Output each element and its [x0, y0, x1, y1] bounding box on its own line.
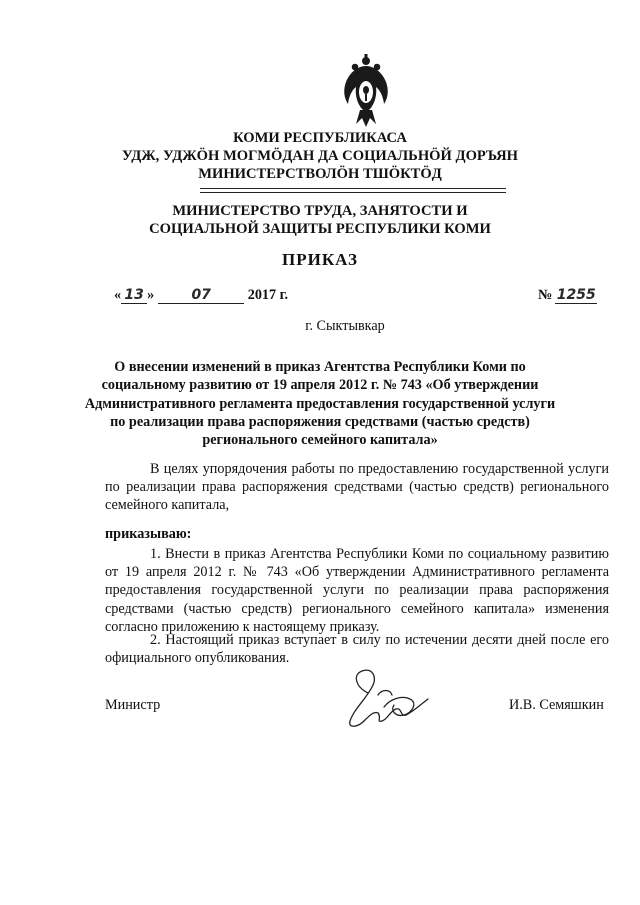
order-item-1: 1. Внести в приказ Агентства Республики Коми по социальному развитию от 19 апреля 2012 г. № 743 «Об утверждении Административного регламента предоставления государственной услуги по реализации права распоряжения средствами (частью средств) регионального семейного капитала» изменения согласно приложению к настоящему приказу. — [105, 546, 609, 635]
subject-line: Административного регламента предоставления государственной услуги — [84, 395, 556, 412]
coat-of-arms-emblem — [338, 52, 394, 128]
document-date — [114, 287, 288, 304]
document-number — [538, 287, 597, 304]
header-komi-line2: УДЖ, УДЖӦН МОГМӦДАН ДА СОЦИАЛЬНӦЙ ДОРЪЯН — [121, 148, 519, 164]
date-year: 2017 г. — [247, 287, 289, 303]
header-divider-bottom — [200, 192, 506, 193]
order-word: приказываю: — [105, 526, 192, 542]
subject-line: О внесении изменений в приказ Агентства Республики Коми по — [114, 359, 526, 375]
header-komi-line3: МИНИСТЕРСТВОЛӦН ТШӦКТӦД — [198, 166, 442, 182]
number-label: № — [538, 287, 553, 303]
order-item-2: 2. Настоящий приказ вступает в силу по истечении десяти дней после его официального опубликования. — [105, 632, 609, 667]
handwritten-signature — [338, 665, 438, 735]
number-value: 1255 — [556, 287, 596, 303]
header-komi-line1: КОМИ РЕСПУБЛИКАСА — [233, 130, 407, 146]
date-close-quote: » — [147, 287, 155, 303]
subject-line: социальному развитию от 19 апреля 2012 г. № 743 «Об утверждении — [101, 377, 539, 394]
signer-name: И.В. Семяшкин — [509, 697, 604, 713]
subject-line: по реализации права распоряжения средствами (частью средств) — [110, 413, 530, 430]
date-open-quote: « — [114, 287, 122, 303]
header-ru-line2: СОЦИАЛЬНОЙ ЗАЩИТЫ РЕСПУБЛИКИ КОМИ — [149, 221, 491, 237]
signer-position: Министр — [105, 697, 161, 713]
date-month: 07 — [158, 287, 244, 304]
date-day: 13 — [121, 287, 147, 304]
document-type-title: ПРИКАЗ — [282, 250, 358, 269]
header-divider-top — [200, 188, 506, 189]
subject-heading — [0, 358, 640, 449]
header-ru-line1: МИНИСТЕРСТВО ТРУДА, ЗАНЯТОСТИ И — [172, 203, 468, 219]
preamble-paragraph: В целях упорядочения работы по предоставлению государственной услуги по реализации права распоряжения средствами (частью средств) регионального семейного капитала, — [105, 461, 609, 514]
subject-line: регионального семейного капитала» — [202, 432, 438, 449]
city-name: г. Сыктывкар — [305, 318, 385, 334]
